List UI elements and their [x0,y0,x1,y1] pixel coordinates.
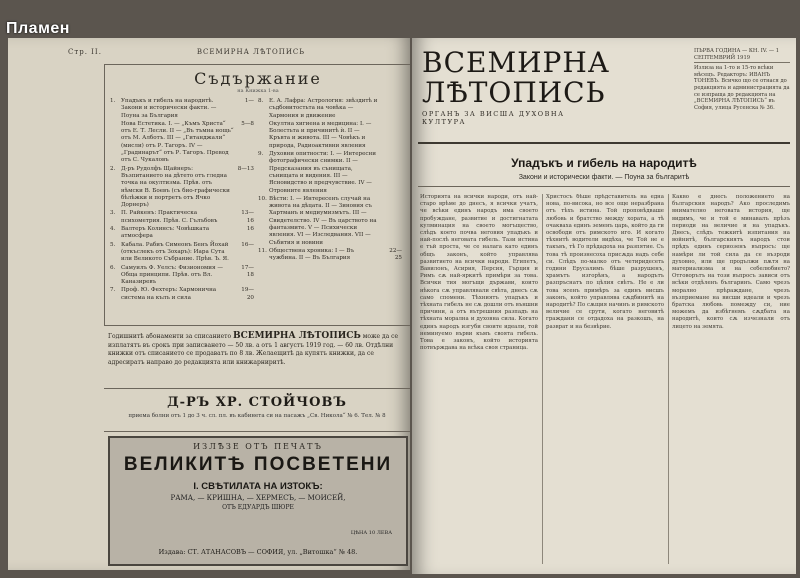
entry-pages: 22—25 [389,247,402,262]
contents-entry [110,242,254,264]
entry-pages [384,98,402,120]
entry-pages: 5—8 [241,120,254,127]
contents-column-1 [110,98,258,303]
article-column-1: Историята на всички народи, отъ най-старо врѣме до днесъ, я всички учатъ, че всѣки единъ народъ има своето пробуждане, развитие и достигнатата кулминация на своето могъщество, слѣдъ което почва неговия упадъкъ и най-послѣ неговата гибель. Тази истина е тъй проста, че се налага като единъ общъ законъ, който управлява развитието на всички народи. Египетъ, Вавилонъ, Асирия, Персия, Гърция и Римъ сѫ най-яркитѣ примѣри за това. Всички тия могъщи държави, които нѣкога сѫ управлявали свѣта, днесъ сѫ само спомени. Тѣхниятъ упадъкъ и тѣхната гибель не сѫ дошли отъ външни причини, а отъ вътрешния разпадъ на тѣхната морална и духовна сила. Когато единъ народъ изгуби своите идеали, той неминуемо върви къмъ своята гибель. Това е законъ, който историята потвърждава на всѣка своя страница. [420,194,538,352]
doctor-text: приема болни отъ 1 до 3 ч. сл. пл. въ кабинета си на пасажъ „Св. Никола“ № 6. Тел. № 8 [128,413,386,419]
entry-number [258,121,267,150]
entry-number: 2. [110,165,116,172]
article-column-2: Христосъ бѣше прѣдставитель на една нова, по-висока, но все още неразбрана отъ тѣхъ истина. Той проповѣдваше любовь и братство между хората, а тѣ очакваха единъ земенъ царь, който да ги освободи отъ римското иго. И когато тѣхнитѣ водители видѣха, че Той не е такъвъ, тѣ Го прѣдадоха на разпятие. Съ това тѣ произнесоха присѫда надъ себе си. Слѣдъ по-малко отъ четиридесеть години Ерусалимъ бѣше разрушенъ, храмътъ изгорѣнъ, а народътъ разпръснатъ по цѣлия свѣтъ. Не е ли това ясенъ примѣръ за единъ висшъ законъ, който управлява сѫдбинитѣ на народитѣ? По сѫщия начинъ и римското величие се срути, когато неговитѣ граждани се отдадоха на разкошъ, на разврат и на безвѣрие. [546,194,664,330]
entry-text: Нова Естетика. I. — „Къмъ Христа“ отъ Е. Т. Лесли. II — „Въ тъмна нощь“ отъ М. Алботъ. III — „Гитанджали“ (мисли) отъ Р. Тагоръ. IV — „Градинарът“ отъ Р. Тагоръ. Превод отъ С. Чукаловъ [121,120,234,164]
article-title: Упадъкъ и гибель на народитѣ [511,156,697,170]
entry-text: Духовни опитности: I. — Интересни фотографически снимки. II — Предсказания въ сънищата, сънищата и видения. III — Ясновидство и предчувствие. IV — Отровните явления [269,151,377,194]
entry-number: 8. [258,98,264,104]
masthead-subtitle: ОРГАНЪ ЗА ВИСША ДУХОВНА КУЛТУРА [422,110,565,126]
book-price: ЦѢНА 10 ЛЕВА [350,530,392,536]
table-of-contents [104,64,410,326]
entry-pages: 13—16 [241,210,254,224]
entry-text: Валтеръ Колинсъ: Човѣшката атмосфера [121,226,210,240]
contents-entry [258,121,402,150]
entry-text: Вѣсти: I. — Интересенъ случай на живота на дѣцата. II — Зиновия съ Хартманъ и медиумизмътъ. III — Свидетелство. IV — Въ царството на фантазмите. V — Психически явления. VI — Изследвания. VII — Събития и новини [269,195,377,246]
doctor-name: Д-РЪ ХР. СТОЙЧОВЪ [167,395,347,410]
entry-number: 4. [110,226,116,233]
entry-number: 6. [110,264,116,271]
masthead-line-2: ЛѢТОПИСЬ [422,76,606,109]
subscription-notice [104,328,410,371]
running-title: ВСЕМИРНА ЛѢТОПИСЬ [196,48,305,56]
notice-journal-title: ВСЕМИРНА ЛѢТОПИСЬ [232,331,361,341]
entry-number: 3. [110,210,116,217]
masthead-line-1: ВСЕМИРНА [422,46,610,79]
entry-text: Обществена хроника: I — Въ чужбина. II — Въ България [269,247,355,262]
issue-info [694,48,790,111]
contents-entry [110,121,254,165]
contents-entry [110,210,254,225]
article-rule [418,186,790,187]
contents-entry [258,151,402,195]
contents-column-2 [258,98,406,303]
entry-pages: 19—20 [241,287,254,301]
book-subtitle: I. СВѢТИЛАТА НА ИЗТОКЪ: [193,481,323,492]
issue-line: ПЪРВА ГОДИНА — КН. IV. — 1 СЕПТЕМВРИЙ 1919 [694,48,790,63]
article-column-3: Какво е днесъ положението на българския народъ? Ако проследимъ внимателно неговата история, ще видимъ, че и той е минавалъ прѣзъ периоди на величие и на упадъкъ. Днесъ, слѣдъ тежкитѣ изпитания на войнитѣ, българскиятъ народъ стои прѣдъ единъ сериозенъ въпросъ: ще намѣри ли той сила да се възроди духовно, или ще продължи пѫтя на материализма и на себелюбието? Отговорътъ на този въпросъ зависи отъ всѣки отдѣленъ българинъ. Само чрезъ морално прѣраждане, чрезъ възприемане на висши идеали и чрезъ братска любовь помежду си, ние можемъ да избѣгнемъ сѫдбата на народитѣ, които сѫ изчезнали отъ лицето на земята. [672,194,790,330]
contents-entry [110,265,254,287]
contents-entry [110,287,254,302]
contents-title: Съдържание [194,69,322,88]
contents-entry [110,226,254,241]
left-running-header [68,48,400,56]
entry-number: 9. [258,151,264,158]
entry-pages: 8—13 [237,165,254,172]
entry-number: 7. [110,287,116,294]
masthead [422,46,610,126]
contents-entry [110,98,254,120]
notice-body: може да се изплатятъ въ срокъ при записването — 50 лв. а отъ 1 августъ 1919 год. — 60 лв. Отдѣлни книжки отъ списанието се продаватъ по 8 лв. Желаещитѣ да купятъ книжки, да се адресиратъ направо до редакцията или книжарниритѣ. [108,333,399,366]
entry-text: Е. А. Лафра: Астрология: звѣздитѣ и съдбовитостьта на човѣка — Хармония и движение [269,98,378,119]
column-divider [668,194,669,564]
contents-entry [258,248,402,263]
left-page [8,38,410,570]
masthead-rule [418,142,790,144]
entry-number: 1. [110,98,116,104]
entry-pages [384,196,402,247]
issue-text: Излиза на 1-то и 15-то всѣки мѣсецъ. Редакторъ: ИВАНЪ ТОНЕВЪ. Всичко що се отнася до редакцията и администрацията да се изпраща до редакцията на „ВСЕМИРНА ЛѢТОПИСЬ“ въ София, улица Русенска № 36. [694,65,790,111]
book-publisher: Издава: СТ. АТАНАСОВЪ — СОФИЯ, ул. „Витошка“ № 48. [158,548,358,556]
notice-prefix: Годишнитѣ абонаменти за списанието [108,333,233,340]
entry-pages: 16— [241,241,254,248]
overlay-username-label: Пламен [6,20,70,37]
entry-pages: 1— [244,98,254,104]
entry-text: Окултна хигиена и медицина: I. — Болестьта и причинитѣ ѝ. II — Кръвта и живота. III — Човѣкъ и природа, Радиоактивни явления [269,120,372,149]
contents-entry [258,98,402,120]
contents-subtitle: на Книжка 1-ва [237,88,279,94]
entry-pages: 17—18 [241,264,254,278]
entry-text: П. Райкенъ: Практическа психометрия. Прѣв. С. Гълъбовъ [121,210,218,224]
entry-text: Самуилъ Ф. Уелсъ: Физиономия — Обща принципи. Прѣв. отъ Вл. Каназиревъ [121,264,223,286]
book-names: РАМА, — КРИШНА, — ХЕРМЕСЪ, — МОИСЕЙ, [170,494,346,502]
book-header: ИЗЛѢЗЕ ОТЪ ПЕЧАТЪ [193,442,323,451]
column-divider [542,194,543,564]
doctor-advert [104,388,410,432]
entry-text: Проф. Ю. Фехтеръ: Хармонична система на кълъ и сила [121,287,217,301]
entry-text: Упадъкъ и гибель на народитѣ. Закони и исторически факти. — Поуна за България [121,98,217,119]
book-author: ОТЪ ЕДУАРДЪ ШЮРЕ [222,504,294,511]
entry-number: 10. [258,195,267,202]
right-page [412,38,796,574]
page-number: Стр. II. [68,48,102,56]
entry-number: 5. [110,241,116,248]
contents-entry [258,196,402,247]
entry-number: 11. [258,247,267,254]
article-subtitle: Закони и исторически факти. — Поуна за българитѣ [518,174,690,181]
book-advert [108,436,408,566]
entry-pages: 16 [246,226,254,233]
entry-text: Д-ръ Рудолфъ Щайнеръ: Възпитанието на дѣтето отъ гледна точка на окултизма. Прѣв. отъ нѣмски В. Боевъ (съ био-графически бѣлѣжки и портретъ отъ Ячко Дорнеръ) [121,165,230,209]
entry-number [110,121,119,165]
entry-text: Кабала. Рабиъ Симеонъ Бенъ Йохай (откъслекъ отъ Зохаръ): Иара Сута или Великото Събрание. Прѣв. Ъ. Я. [121,241,229,263]
book-title: ВЕЛИКИТѢ ПОСВЕТЕНИ [123,454,393,475]
entry-pages [384,121,402,150]
entry-pages [384,151,402,195]
contents-entry [110,166,254,210]
